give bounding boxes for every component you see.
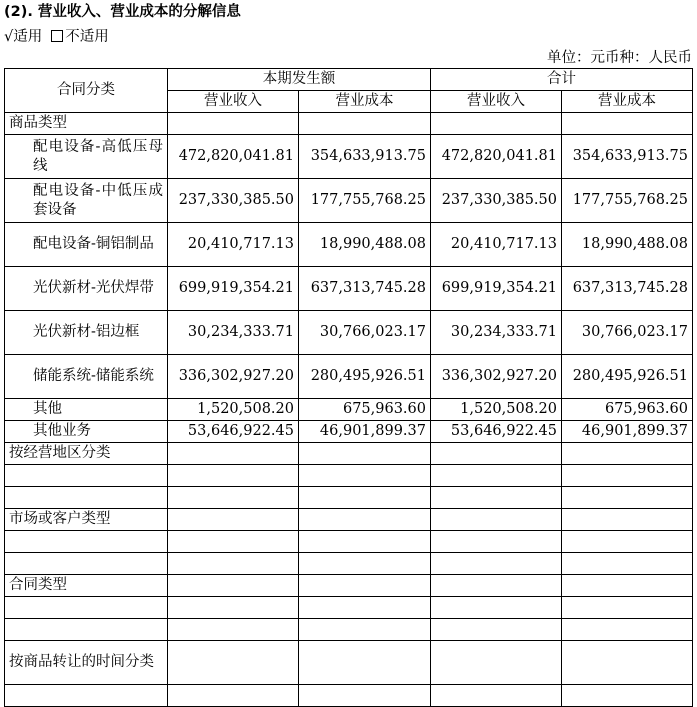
section-label: 商品类型: [5, 113, 168, 135]
header-contract-category: 合同分类: [5, 69, 168, 113]
section-label: 市场或客户类型: [5, 509, 168, 531]
revenue-cell: 20,410,717.13: [168, 223, 299, 267]
table-row: [5, 311, 693, 355]
table-row: [5, 223, 693, 267]
row-label: 光伏新材-铝边框: [5, 311, 168, 355]
header-total-cost: 营业成本: [562, 91, 693, 113]
table-row: [5, 267, 693, 311]
unit-currency-line: 单位：元币种：人民币: [547, 50, 692, 66]
cost-cell: 354,633,913.75: [299, 135, 431, 179]
row-label: 储能系统-储能系统: [5, 355, 168, 399]
total-revenue-cell: 472,820,041.81: [431, 135, 562, 179]
total-cost-cell: 675,963.60: [562, 399, 693, 421]
total-revenue-cell: 699,919,354.21: [431, 267, 562, 311]
header-total-revenue: 营业收入: [431, 91, 562, 113]
header-cost: 营业成本: [299, 91, 431, 113]
empty-row: [5, 553, 693, 575]
table-row: [5, 355, 693, 399]
empty-row: [5, 465, 693, 487]
cost-cell: 280,495,926.51: [299, 355, 431, 399]
total-cost-cell: 30,766,023.17: [562, 311, 693, 355]
header-total: 合计: [431, 69, 693, 91]
section-label: 按商品转让的时间分类: [5, 641, 168, 685]
total-revenue-cell: 336,302,927.20: [431, 355, 562, 399]
revenue-cell: 472,820,041.81: [168, 135, 299, 179]
cost-cell: 637,313,745.28: [299, 267, 431, 311]
total-revenue-cell: 1,520,508.20: [431, 399, 562, 421]
empty-row: [5, 619, 693, 641]
row-label: 配电设备-中低压成套设备: [5, 179, 168, 223]
total-cost-cell: 46,901,899.37: [562, 421, 693, 443]
cost-cell: 675,963.60: [299, 399, 431, 421]
revenue-cell: 336,302,927.20: [168, 355, 299, 399]
row-label: 其他业务: [5, 421, 168, 443]
total-revenue-cell: 53,646,922.45: [431, 421, 562, 443]
section-row-region: [5, 443, 693, 465]
table-row: [5, 179, 693, 223]
revenue-cell: 30,234,333.71: [168, 311, 299, 355]
cost-cell: 18,990,488.08: [299, 223, 431, 267]
empty-row: [5, 597, 693, 619]
section-row-transfer-time: [5, 641, 693, 685]
revenue-cost-breakdown-table: [4, 68, 693, 707]
header-row-1: [5, 69, 693, 91]
section-title: (2). 营业收入、营业成本的分解信息: [4, 4, 241, 20]
empty-row: [5, 487, 693, 509]
table-row: [5, 399, 693, 421]
cost-cell: 30,766,023.17: [299, 311, 431, 355]
total-cost-cell: 637,313,745.28: [562, 267, 693, 311]
revenue-cell: 237,330,385.50: [168, 179, 299, 223]
header-current-period: 本期发生额: [168, 69, 431, 91]
table-row: [5, 135, 693, 179]
cost-cell: 46,901,899.37: [299, 421, 431, 443]
empty-row: [5, 685, 693, 707]
row-label: 其他: [5, 399, 168, 421]
header-revenue: 营业收入: [168, 91, 299, 113]
section-row-product-type: [5, 113, 693, 135]
table-row: [5, 421, 693, 443]
empty-row: [5, 531, 693, 553]
total-cost-cell: 354,633,913.75: [562, 135, 693, 179]
section-row-market: [5, 509, 693, 531]
total-cost-cell: 280,495,926.51: [562, 355, 693, 399]
total-revenue-cell: 237,330,385.50: [431, 179, 562, 223]
row-label: 配电设备-铜铝制品: [5, 223, 168, 267]
section-row-contract-type: [5, 575, 693, 597]
revenue-cell: 699,919,354.21: [168, 267, 299, 311]
cost-cell: 177,755,768.25: [299, 179, 431, 223]
applicability-line: [4, 28, 109, 46]
total-cost-cell: 177,755,768.25: [562, 179, 693, 223]
section-label: 合同类型: [5, 575, 168, 597]
revenue-cell: 53,646,922.45: [168, 421, 299, 443]
revenue-cell: 1,520,508.20: [168, 399, 299, 421]
total-cost-cell: 18,990,488.08: [562, 223, 693, 267]
row-label: 光伏新材-光伏焊带: [5, 267, 168, 311]
total-revenue-cell: 20,410,717.13: [431, 223, 562, 267]
empty-checkbox-icon: [51, 30, 63, 42]
not-applicable-label: 不适用: [65, 29, 109, 45]
check-mark-icon: √: [4, 29, 14, 45]
row-label: 配电设备-高低压母线: [5, 135, 168, 179]
section-label: 按经营地区分类: [5, 443, 168, 465]
total-revenue-cell: 30,234,333.71: [431, 311, 562, 355]
applicable-label: 适用: [13, 29, 43, 45]
